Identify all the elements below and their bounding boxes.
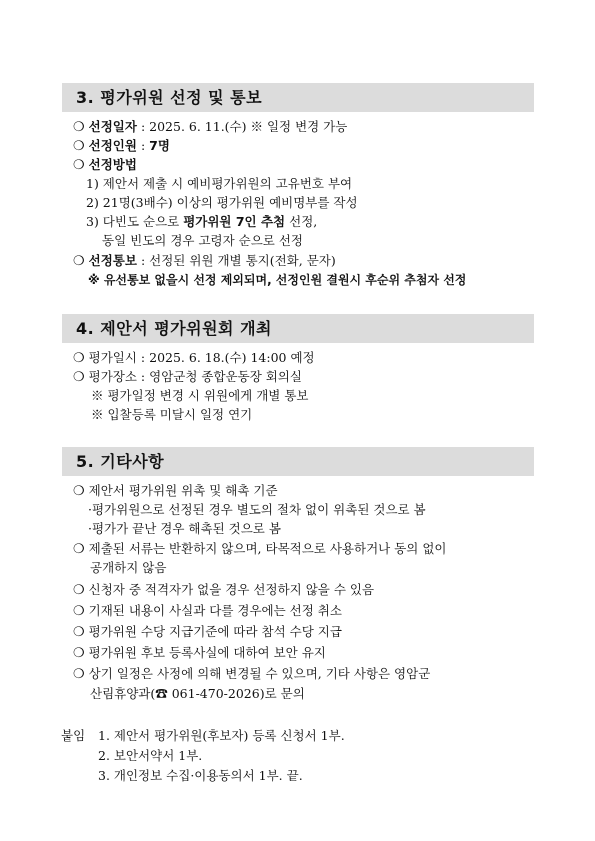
misc-item-text: 기재된 내용이 사실과 다를 경우에는 선정 취소 bbox=[88, 603, 342, 618]
misc-item bbox=[73, 541, 446, 557]
eval-location-text: 평가장소 : 영암군청 종합운동장 회의실 bbox=[88, 369, 302, 384]
selection-count-line bbox=[73, 138, 170, 154]
bullet-icon: ❍ bbox=[73, 120, 85, 135]
attachment-item: 1. 제안서 평가위원(후보자) 등록 신청서 1부. bbox=[98, 728, 345, 743]
method-3-pre: 3) 다빈도 순으로 bbox=[86, 214, 184, 229]
bullet-icon: ❍ bbox=[73, 583, 85, 598]
misc-item bbox=[73, 645, 326, 661]
misc-item-text: 상기 일정은 사정에 의해 변경될 수 있으며, 기타 사항은 영암군 bbox=[88, 666, 431, 681]
selection-notice-line bbox=[73, 253, 336, 269]
misc-item-text: 제안서 평가위원 위촉 및 해촉 기준 bbox=[88, 483, 278, 498]
selection-date-label: 선정일자 bbox=[88, 119, 137, 134]
selection-count-sep: : bbox=[136, 138, 150, 153]
eval-note: ※ 입찰등록 미달시 일정 연기 bbox=[91, 407, 253, 422]
eval-datetime-line bbox=[73, 350, 315, 366]
bullet-icon: ❍ bbox=[73, 604, 85, 619]
selection-notice-value: : 선정된 위원 개별 통지(전화, 문자) bbox=[136, 253, 336, 268]
section-5-heading: 5. 기타사항 bbox=[62, 447, 534, 476]
section-3-heading: 3. 평가위원 선정 및 통보 bbox=[62, 83, 534, 112]
selection-date-line bbox=[73, 119, 347, 135]
eval-location-line bbox=[73, 369, 302, 385]
misc-item-text: 신청자 중 적격자가 없을 경우 선정하지 않을 수 있음 bbox=[88, 582, 375, 597]
misc-item-text: 제출된 서류는 반환하지 않으며, 타목적으로 사용하거나 동의 없이 bbox=[88, 541, 447, 556]
attachment-item: 3. 개인정보 수집·이용동의서 1부. 끝. bbox=[98, 768, 303, 783]
method-3-bold: 평가위원 7인 추첨 bbox=[183, 214, 286, 229]
bullet-icon: ❍ bbox=[73, 158, 85, 173]
eval-datetime-text: 평가일시 : 2025. 6. 18.(수) 14:00 예정 bbox=[88, 350, 315, 365]
selection-method-label: 선정방법 bbox=[88, 157, 137, 172]
bullet-icon: ❍ bbox=[73, 667, 85, 682]
misc-item-text: 평가위원 수당 지급기준에 따라 참석 수당 지급 bbox=[88, 624, 342, 639]
bullet-icon: ❍ bbox=[73, 542, 85, 557]
misc-item bbox=[73, 624, 342, 640]
bullet-icon: ❍ bbox=[73, 625, 85, 640]
bullet-icon: ❍ bbox=[73, 254, 85, 269]
misc-item bbox=[73, 483, 278, 499]
attachment-item: 2. 보안서약서 1부. bbox=[98, 748, 203, 763]
method-3-post: 선정, bbox=[285, 214, 318, 229]
selection-method-line bbox=[73, 157, 137, 173]
section-4-heading: 4. 제안서 평가위원회 개최 bbox=[62, 314, 534, 343]
misc-item bbox=[73, 666, 430, 682]
misc-item bbox=[73, 603, 342, 619]
bullet-icon: ❍ bbox=[73, 646, 85, 661]
notice-warning: ※ 유선통보 없을시 선정 제외되며, 선정인원 결원시 후순위 추첨자 선정 bbox=[88, 273, 467, 287]
misc-item-text: 평가위원 후보 등록사실에 대하여 보안 유지 bbox=[88, 645, 326, 660]
selection-notice-label: 선정통보 bbox=[88, 253, 137, 268]
method-item bbox=[86, 214, 317, 229]
eval-note: ※ 평가일정 변경 시 위원에게 개별 통보 bbox=[91, 388, 309, 403]
misc-item-cont: 공개하지 않음 bbox=[90, 560, 167, 575]
misc-sub-item: ·평가위원으로 선정된 경우 별도의 절차 없이 위촉된 것으로 봄 bbox=[88, 502, 426, 517]
bullet-icon: ❍ bbox=[73, 139, 85, 154]
selection-count-label: 선정인원 bbox=[88, 138, 137, 153]
method-item: 1) 제안서 제출 시 예비평가위원의 고유번호 부여 bbox=[86, 176, 353, 191]
method-item: 2) 21명(3배수) 이상의 평가위원 예비명부를 작성 bbox=[86, 195, 358, 210]
misc-sub-item: ·평가가 끝난 경우 해촉된 것으로 봄 bbox=[88, 521, 281, 536]
selection-count-value: 7명 bbox=[149, 138, 170, 153]
selection-date-value: : 2025. 6. 11.(수) ※ 일정 변경 가능 bbox=[136, 119, 348, 134]
bullet-icon: ❍ bbox=[73, 351, 85, 366]
attachments-label: 붙임 bbox=[61, 728, 86, 743]
bullet-icon: ❍ bbox=[73, 370, 85, 385]
misc-item bbox=[73, 582, 374, 598]
bullet-icon: ❍ bbox=[73, 484, 85, 499]
method-item-cont: 동일 빈도의 경우 고령자 순으로 선정 bbox=[102, 233, 303, 248]
misc-item-cont: 산림휴양과(☎ 061-470-2026)로 문의 bbox=[90, 686, 305, 701]
